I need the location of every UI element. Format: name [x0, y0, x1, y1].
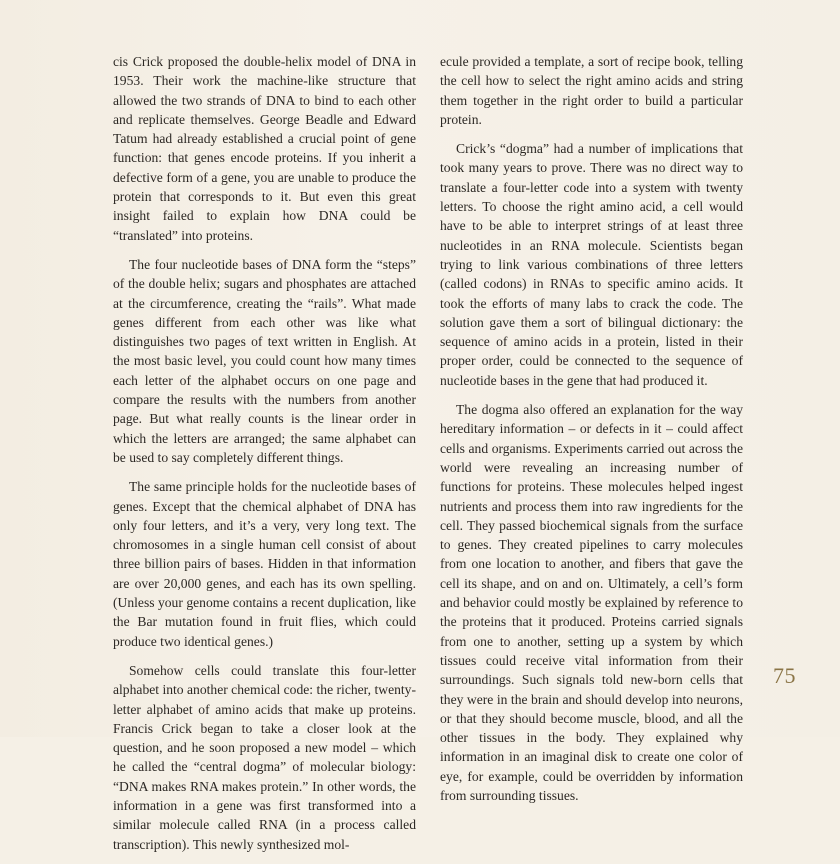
left-column: [113, 52, 416, 864]
paragraph: Crick’s “dogma” had a number of implications that took many years to prove. There was no direct way to translate a four-letter code into a system with twenty letters. To choose the right amino acid, a cell would have to be able to interpret strings of at least three nucleotides in an RNA molecule. Scientists began trying to link various combinations of three letters (called codons) in RNAs to specific amino acids. It took the efforts of many labs to crack the code. The solution gave them a sort of bilingual dictionary: the sequence of amino acids in a protein, listed in their proper order, could be connected to the sequence of nucleotide bases in the gene that had produced it.: [440, 141, 743, 388]
paragraph: The dogma also offered an explanation for the way hereditary information – or defects in it – could affect cells and organisms. Experiments carried out across the world were revealing an increasing number of functions for proteins. These molecules helped ingest nutrients and process them into raw ingredients for the cell. They passed biochemical signals from the surface to genes. They created pipelines to carry molecules from one location to another, and fibers that gave the cell its shape, and on and on. Ultimately, a cell’s form and behavior could mostly be explained by reference to the proteins that it produced. Proteins carried signals from one to another, setting up a system by which tissues could receive vital information from their surroundings. Such signals told new-born cells that they were in the brain and should develop into neurons, or that they should become muscle, blood, and all the other tissues in the body. They explained why information in an imaginal disk to create one color of eye, for example, could be overridden by information from surrounding tissues.: [440, 402, 743, 803]
page-number: 75: [773, 663, 796, 688]
paragraph: The four nucleotide bases of DNA form the “steps” of the double helix; sugars and phosphates are attached at the circumference, creating the “rails”. What made genes different from each other was like what distinguishes two pages of text written in English. At the most basic level, you could count how many times each letter of the alphabet occurs on one page and compare the results with the numbers from another page. But what really counts is the linear order in which the letters are arranged; the same alphabet can be used to say completely different things.: [113, 256, 416, 465]
paragraph: cis Crick proposed the double-helix model of DNA in 1953. Their work the machine-like structure that allowed the two strands of DNA to bind to each other and replicate themselves. George Beadle and Edward Tatum had already established a crucial point of gene function: that genes encode proteins. If you inherit a defective form of a gene, you are unable to produce the protein that corresponds to it. But even this great insight failed to explain how DNA could be “translated” into proteins.: [113, 54, 416, 243]
paragraph: ecule provided a template, a sort of recipe book, telling the cell how to select the right amino acids and string them together in the right order to build a particular protein.: [440, 54, 743, 127]
right-column: [440, 52, 743, 815]
paragraph: Somehow cells could translate this four-letter alphabet into another chemical code: the richer, twenty-letter alphabet of amino acids that make up proteins. Francis Crick began to take a closer look at the question, and he soon proposed a new model – which he called the “central dogma” of molecular biology: “DNA makes RNA makes protein.” In other words, the information in a gene was first transformed into a similar molecule called RNA (in a process called transcription). This newly synthesized mol-: [113, 662, 416, 852]
paragraph: The same principle holds for the nucleotide bases of genes. Except that the chemical alphabet of DNA has only four letters, and it’s a very, very long text. The chromosomes in a single human cell consist of about three billion pairs of bases. Hidden in that information are over 20,000 genes, and each has its own spelling. (Unless your genome contains a recent duplication, like the Bar mutation found in fruit flies, which could produce two identical genes.): [113, 479, 416, 649]
